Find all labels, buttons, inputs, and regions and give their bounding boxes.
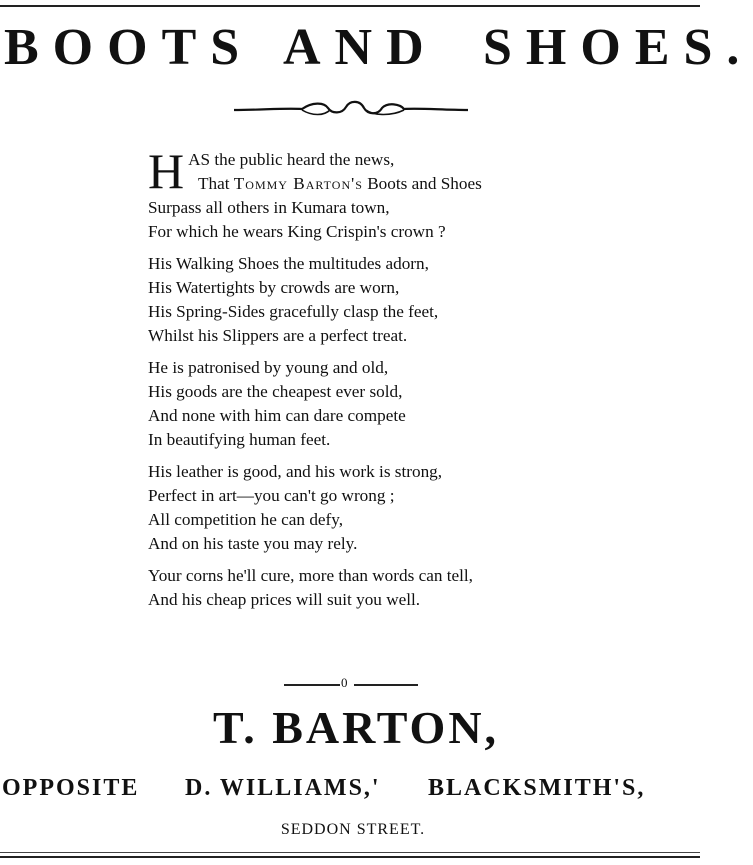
divider-mark: 0 (341, 675, 348, 690)
stanza-5 (148, 564, 568, 612)
advertiser-address (2, 768, 696, 808)
headline-word-boots: BOOTS (4, 19, 254, 76)
poem-line: And none with him can dare compete (148, 406, 406, 425)
stanza-3 (148, 356, 568, 452)
address-part-opposite: OPPOSITE (2, 775, 140, 801)
poem-line: For which he wears King Crispin's crown ? (148, 222, 446, 241)
poem-line: His Spring-Sides gracefully clasp the feet, (148, 302, 439, 321)
divider-bar-left (284, 684, 340, 686)
stanza-1 (148, 143, 568, 244)
street-name: SEDDON STREET. (280, 821, 426, 838)
poem-line-part: That (198, 174, 234, 193)
poem-line: Your corns he'll cure, more than words can tell, (148, 566, 473, 585)
poem-line: Whilst his Slippers are a perfect treat. (148, 326, 408, 345)
poem-line: His Watertights by crowds are worn, (148, 278, 400, 297)
poem-line-name: Tommy Barton's (233, 174, 363, 193)
poem-line: And his cheap prices will suit you well. (148, 590, 421, 609)
ornament-flourish-icon (232, 96, 470, 122)
poem-line: Surpass all others in Kumara town, (148, 198, 390, 217)
stanza-2 (148, 252, 568, 348)
headline (0, 18, 753, 78)
divider-bar-right (354, 684, 418, 686)
drop-cap: H (148, 143, 185, 199)
poem-line: Perfect in art—you can't go wrong ; (148, 486, 395, 505)
poem-line: He is patronised by young and old, (148, 358, 389, 377)
poem-line: His leather is good, and his work is strong, (148, 462, 443, 481)
headline-word-shoes: SHOES. (483, 19, 753, 76)
headline-word-and: AND (283, 19, 438, 76)
poem-line: His goods are the cheapest ever sold, (148, 382, 403, 401)
section-divider (284, 676, 418, 692)
poem (148, 143, 568, 620)
poem-line: AS the public heard the news, (188, 150, 395, 169)
poem-line: And on his taste you may rely. (148, 534, 358, 553)
poem-line: All competition he can defy, (148, 510, 344, 529)
advertiser-name: T. BARTON, (212, 702, 500, 753)
top-rule (0, 5, 700, 7)
bottom-rule-thick (0, 856, 700, 858)
poem-line: His Walking Shoes the multitudes adorn, (148, 254, 429, 273)
stanza-4 (148, 460, 568, 556)
address-part-blacksmith: BLACKSMITH'S, (428, 775, 646, 801)
poem-line (148, 172, 568, 196)
poem-line: In beautifying human feet. (148, 430, 331, 449)
poem-line-part: Boots and Shoes (362, 174, 482, 193)
bottom-rule-thin (0, 852, 700, 853)
address-part-williams: D. WILLIAMS,' (185, 775, 381, 801)
